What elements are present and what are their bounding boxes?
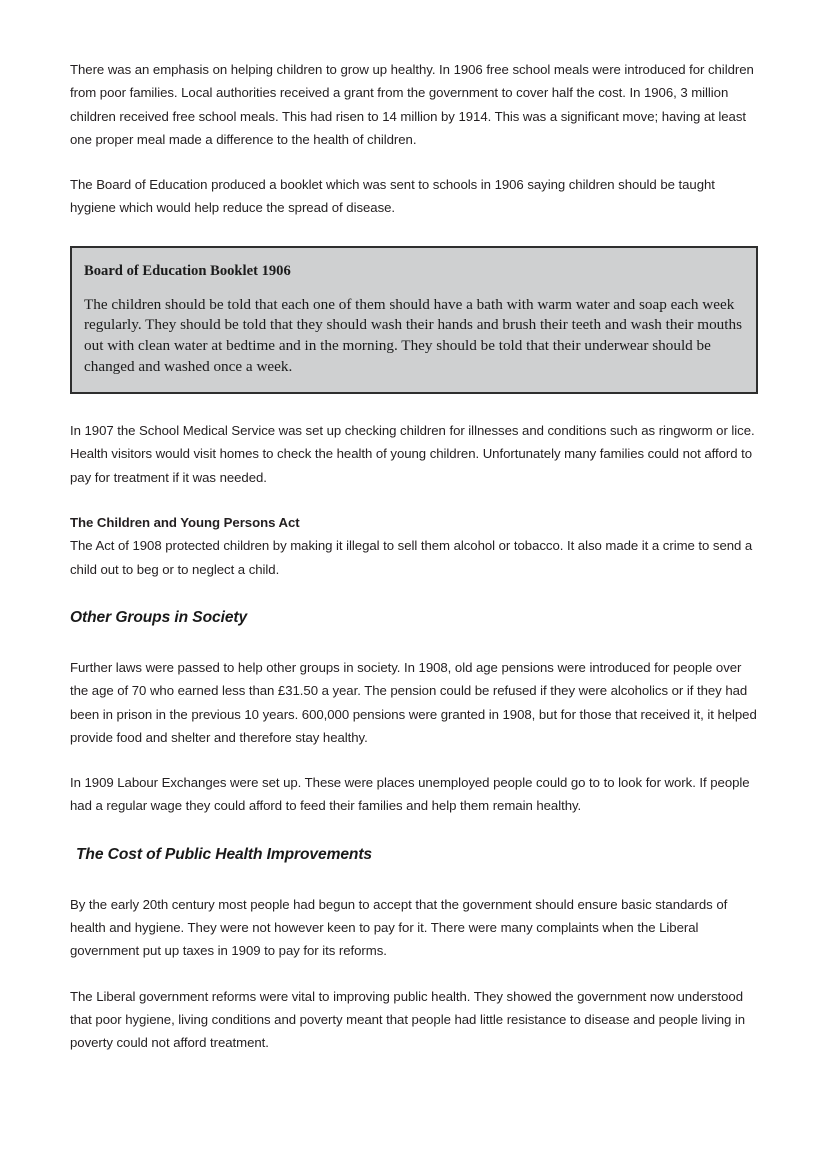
paragraph-children-and-young-persons-act: The Act of 1908 protected children by making it illegal to sell them alcohol or tobacco. It also made it a crime to send a child out to beg or to neglect a child. — [70, 538, 753, 577]
source-box-title: Board of Education Booklet 1906 — [84, 262, 291, 279]
paragraph-labour-exchanges: In 1909 Labour Exchanges were set up. These were places unemployed people could go to to look for work. If people had a regular wage they could afford to feed their families and help them remain healthy. — [70, 775, 750, 814]
paragraph-school-medical-service: In 1907 the School Medical Service was set up checking children for illnesses and conditions such as ringworm or lice. Health visitors would visit homes to check the health of young children. Unfortunately many families could not afford to pay for treatment if it was needed. — [70, 423, 755, 485]
source-box-board-of-education-booklet — [70, 246, 758, 394]
document-content-column — [70, 58, 758, 1077]
paragraph-board-of-education-booklet: The Board of Education produced a booklet which was sent to schools in 1906 saying children should be taught hygiene which would help reduce the spread of disease. — [70, 177, 715, 216]
subheading-children-and-young-persons-act: The Children and Young Persons Act — [70, 515, 300, 531]
source-box-text: The children should be told that each one of them should have a bath with warm water and soap each week regularly. They should be told that they should wash their hands and brush their teeth and wash their mouths out with clean water at bedtime and in the morning. They should be told that their underwear should be changed and washed once a week. — [84, 295, 742, 375]
paragraph-free-school-meals: There was an emphasis on helping children to grow up healthy. In 1906 free school meals were introduced for children from poor families. Local authorities received a grant from the government to cover half the cost. In 1906, 3 million children received free school meals. This had risen to 14 million by 1914. This was a significant move; having at least one proper meal made a difference to the health of children. — [70, 62, 754, 147]
heading-other-groups-in-society-block — [70, 606, 758, 630]
heading-cost-of-public-health-improvements-block — [70, 843, 758, 867]
paragraph-old-age-pensions: Further laws were passed to help other groups in society. In 1908, old age pensions were introduced for people over the age of 70 who earned less than £31.50 a year. The pension could be refused if they were alcoholics or if they had been in prison in the previous 10 years. 600,000 pensions were granted in 1908, but for those that received it, it helped provide food and shelter and therefore stay healthy. — [70, 659, 757, 745]
heading-other-groups-in-society: Other Groups in Society — [70, 608, 248, 626]
paragraph-attitudes-to-paying: By the early 20th century most people had begun to accept that the government should ensure basic standards of health and hygiene. They were not however keen to pay for it. There were many complaints when the Liberal government put up taxes in 1909 to pay for its reforms. — [70, 896, 728, 959]
heading-cost-of-public-health-improvements: The Cost of Public Health Improvements — [76, 845, 372, 863]
paragraph-liberal-reforms-conclusion: The Liberal government reforms were vital to improving public health. They showed the government now understood that poor hygiene, living conditions and poverty meant that people had little resistance to disease and people living in poverty could not afford treatment. — [70, 988, 746, 1051]
